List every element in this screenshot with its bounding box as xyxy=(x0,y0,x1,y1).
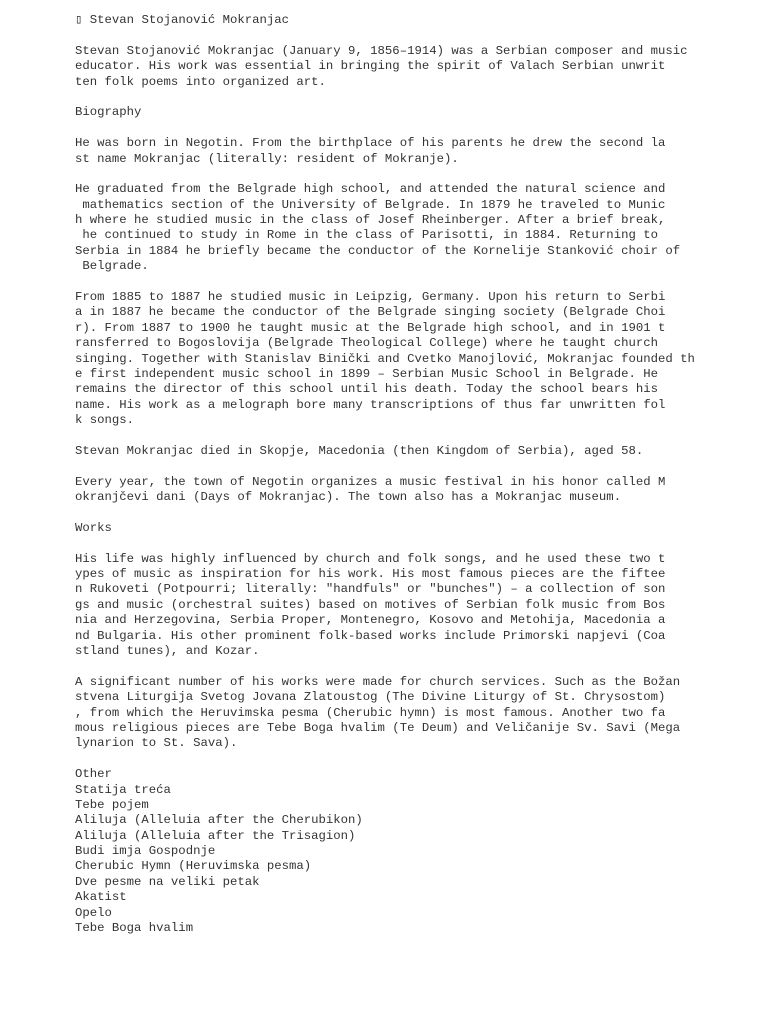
list-item: Opelo xyxy=(75,905,112,920)
list-item: Aliluja (Alleluia after the Cherubikon) xyxy=(75,813,363,828)
list-item: Cherubic Hymn (Heruvimska pesma) xyxy=(75,859,312,874)
text-line: r). From 1887 to 1900 he taught music at the Belgrade high school, and in 1901 t xyxy=(75,320,666,335)
spacer xyxy=(75,28,755,43)
spacer xyxy=(75,659,755,674)
text-line: k songs. xyxy=(75,413,135,428)
text-line: okranjčevi dani (Days of Mokranjac). The town also has a Mokranjac museum. xyxy=(75,490,622,505)
list-item: Akatist xyxy=(75,890,127,905)
text-line: Stevan Mokranjac died in Skopje, Macedonia (then Kingdom of Serbia), aged 58. xyxy=(75,443,644,458)
list-item: Tebe pojem xyxy=(75,797,149,812)
text-line: ransferred to Bogoslovija (Belgrade Theological College) where he taught church xyxy=(75,336,658,351)
text-line: He graduated from the Belgrade high school, and attended the natural science and xyxy=(75,182,666,197)
list-item: Aliluja (Alleluia after the Trisagion) xyxy=(75,828,356,843)
heading-works: Works xyxy=(75,520,112,535)
text-line: stvena Liturgija Svetog Jovana Zlatoustog (The Divine Liturgy of St. Chrysostom) xyxy=(75,690,666,705)
text-line: lynarion to St. Sava). xyxy=(75,736,238,751)
text-line: Belgrade. xyxy=(75,259,149,274)
intro-paragraph xyxy=(75,44,755,90)
text-line: , from which the Heruvimska pesma (Cherubic hymn) is most famous. Another two fa xyxy=(75,705,666,720)
text-line: Serbia in 1884 he briefly became the conductor of the Kornelije Stanković choir of xyxy=(75,243,681,258)
spacer xyxy=(75,121,755,136)
spacer xyxy=(75,536,755,551)
text-line: n Rukoveti (Potpourri; literally: "handfuls" or "bunches") – a collection of son xyxy=(75,582,666,597)
spacer xyxy=(75,90,755,105)
list-item: Budi imja Gospodnje xyxy=(75,844,216,859)
text-line: Stevan Stojanović Mokranjac (January 9, 1856–1914) was a Serbian composer and music xyxy=(75,43,688,58)
document-title: ▯ Stevan Stojanović Mokranjac xyxy=(75,13,290,27)
list-heading-other: Other xyxy=(75,767,112,782)
text-line: nia and Herzegovina, Serbia Proper, Montenegro, Kosovo and Metohija, Macedonia a xyxy=(75,613,666,628)
spacer xyxy=(75,506,755,521)
spacer xyxy=(75,167,755,182)
text-line: A significant number of his works were made for church services. Such as the Božan xyxy=(75,674,681,689)
list-item: Statija treća xyxy=(75,782,171,797)
text-line: a in 1887 he became the conductor of the Belgrade singing society (Belgrade Choi xyxy=(75,305,666,320)
text-line: He was born in Negotin. From the birthplace of his parents he drew the second la xyxy=(75,136,666,151)
text-line: educator. His work was essential in bringing the spirit of Valach Serbian unwrit xyxy=(75,59,666,74)
biography-paragraph-5 xyxy=(75,475,755,506)
works-paragraph-1 xyxy=(75,552,755,660)
spacer xyxy=(75,275,755,290)
text-line: His life was highly influenced by church and folk songs, and he used these two t xyxy=(75,551,666,566)
text-line: ten folk poems into organized art. xyxy=(75,74,326,89)
text-line: mathematics section of the University of Belgrade. In 1879 he traveled to Munic xyxy=(75,197,666,212)
document-body xyxy=(75,13,755,936)
text-line: singing. Together with Stanislav Binički and Cvetko Manojlović, Mokranjac founded th xyxy=(75,351,695,366)
text-line: st name Mokranjac (literally: resident of Mokranje). xyxy=(75,151,459,166)
other-works-list xyxy=(75,767,755,936)
text-line: remains the director of this school until his death. Today the school bears his xyxy=(75,382,658,397)
biography-paragraph-2 xyxy=(75,182,755,274)
biography-paragraph-3 xyxy=(75,290,755,429)
text-line: gs and music (orchestral suites) based on motives of Serbian folk music from Bos xyxy=(75,597,666,612)
list-item: Dve pesme na veliki petak xyxy=(75,874,260,889)
text-line: mous religious pieces are Tebe Boga hvalim (Te Deum) and Veličanije Sv. Savi (Mega xyxy=(75,720,681,735)
biography-paragraph-4 xyxy=(75,444,755,459)
heading-biography: Biography xyxy=(75,105,142,120)
text-line: ypes of music as inspiration for his work. His most famous pieces are the fiftee xyxy=(75,567,666,582)
text-line: name. His work as a melograph bore many transcriptions of thus far unwritten fol xyxy=(75,397,666,412)
text-line: he continued to study in Rome in the class of Parisotti, in 1884. Returning to xyxy=(75,228,658,243)
spacer xyxy=(75,752,755,767)
text-line: nd Bulgaria. His other prominent folk-based works include Primorski napjevi (Coa xyxy=(75,628,666,643)
text-line: stland tunes), and Kozar. xyxy=(75,644,260,659)
text-line: h where he studied music in the class of Josef Rheinberger. After a brief break, xyxy=(75,213,666,228)
works-paragraph-2 xyxy=(75,675,755,752)
text-line: From 1885 to 1887 he studied music in Leipzig, Germany. Upon his return to Serbi xyxy=(75,290,666,305)
spacer xyxy=(75,429,755,444)
text-line: Every year, the town of Negotin organizes a music festival in his honor called M xyxy=(75,474,666,489)
list-item: Tebe Boga hvalim xyxy=(75,921,194,936)
spacer xyxy=(75,459,755,474)
biography-paragraph-1 xyxy=(75,136,755,167)
text-line: e first independent music school in 1899 – Serbian Music School in Belgrade. He xyxy=(75,366,658,381)
